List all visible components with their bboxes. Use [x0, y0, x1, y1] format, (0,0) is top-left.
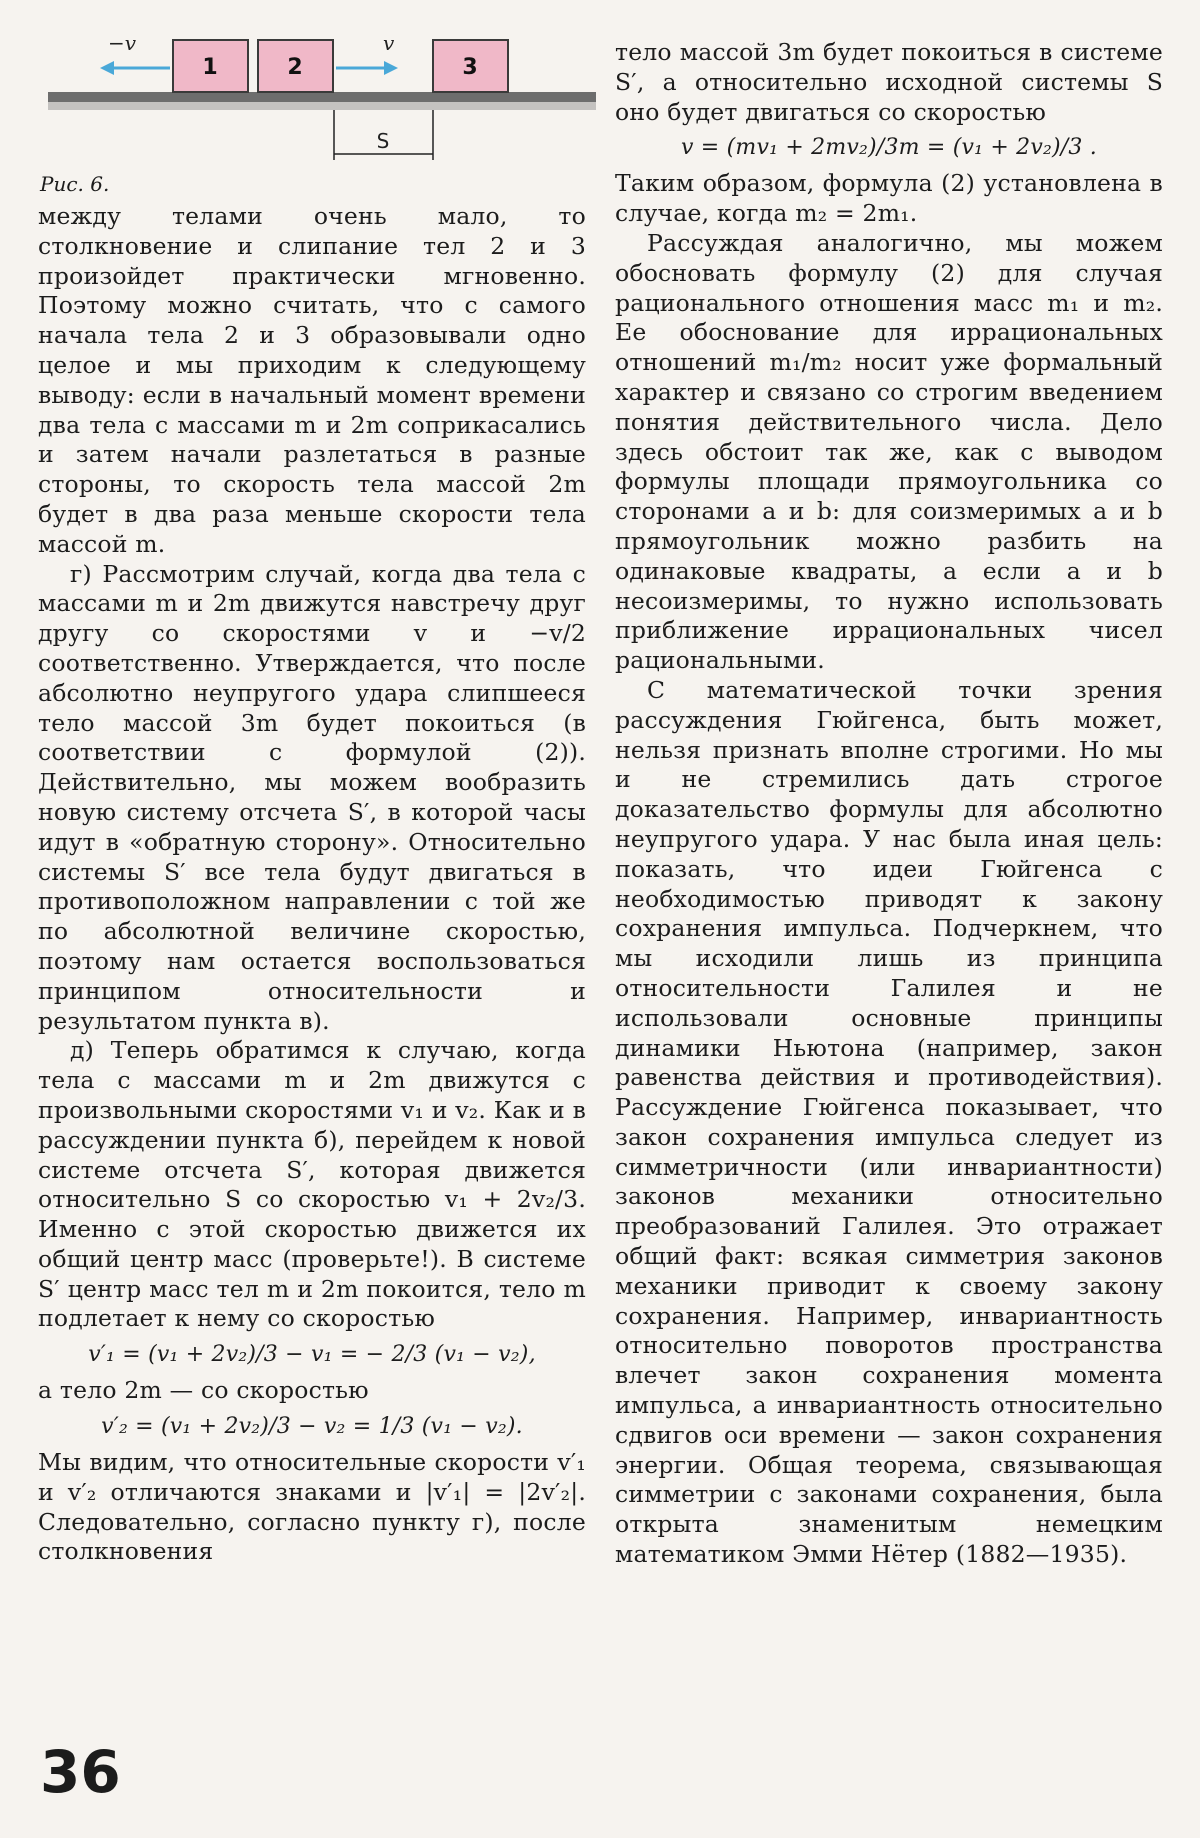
- left-paragraph-4: а тело 2m — со скоростью: [38, 1376, 369, 1405]
- formula-v-combined: v = (mv₁ + 2mv₂)/3m = (v₁ + 2v₂)/3 .: [680, 135, 1097, 161]
- right-paragraph-3: Рассуждая аналогично, мы можем обосновать формулу (2) для случая рационального отношения масс m₁ и m₂. Ее обоснование для иррациональных отношений m₁/m₂ носит уже формальный характер и связано со строгим введением понятия действительного числа. Дело здесь обстоит так же, как с выводом формулы площади прямоугольника со сторонами a и b: для соизмеримых a и b прямоугольник можно разбить на одинаковые квадраты, а если a и b несоизмеримы, то нужно использовать приближение иррациональных чисел рациональными.: [615, 228, 1163, 675]
- distance-label: S: [376, 129, 390, 153]
- arrow-left-velocity: [100, 61, 170, 75]
- box-3-label: 3: [462, 55, 478, 80]
- velocity-right-label: v: [383, 31, 395, 55]
- box-2: [258, 40, 333, 92]
- velocity-left-label: −v: [108, 31, 137, 55]
- right-paragraph-1: тело массой 3m будет покоиться в системе S′, а относительно исходной системы S оно будет двигаться со скоростью: [615, 38, 1163, 126]
- box-1: [173, 40, 248, 92]
- arrow-right-velocity: [336, 61, 398, 75]
- floor-surface: [48, 92, 596, 102]
- formula-v1-prime: v′₁ = (v₁ + 2v₂)/3 − v₁ = − 2/3 (v₁ − v₂),: [88, 1342, 536, 1368]
- left-column: [38, 202, 586, 1567]
- box-1-label: 1: [202, 55, 218, 80]
- right-paragraph-4: С математической точки зрения рассуждения Гюйгенса, быть может, нельзя признать вполне строгими. Но мы и не стремились дать строгое доказательство формулы для абсолютно неупругого удара. У нас была иная цель: показать, что идеи Гюйгенса с необходимостью приводят к закону сохранения импульса. Подчеркнем, что мы исходили лишь из принципа относительности Галилея и не использовали основные принципы динамики Ньютона (например, закон равенства действия и противодействия). Рассуждение Гюйгенса показывает, что закон сохранения импульса следует из симметричности (или инвариантности) законов механики относительно преобразований Галилея. Это отражает общий факт: всякая симметрия законов механики приводит к своему закону сохранения. Например, инвариантность относительно поворотов пространства влечет закон сохранения момента импульса, а инвариантность относительно сдвигов оси времени — закон сохранения энергии. Общая теорема, связывающая симметрии с законами сохранения, была открыта знаменитым немецким математиком Эмми Нётер (1882—1935).: [615, 675, 1163, 1569]
- floor-shadow: [48, 102, 596, 110]
- right-paragraph-2: Таким образом, формула (2) установлена в случае, когда m₂ = 2m₁.: [615, 169, 1163, 228]
- left-paragraph-3: д) Теперь обратимся к случаю, когда тела с массами m и 2m движутся с произвольными скоростями v₁ и v₂. Как и в рассуждении пункта б), перейдем к новой системе отсчета S′, которая движется относительно S со скоростью v₁ + 2v₂/3. Именно с этой скоростью движется их общий центр масс (проверьте!). В системе S′ центр масс тел m и 2m покоится, тело m подлетает к нему со скоростью: [38, 1036, 586, 1333]
- left-paragraph-1: между телами очень мало, то столкновение и слипание тел 2 и 3 произойдет практически мгновенно. Поэтому можно считать, что с самого начала тела 2 и 3 образовывали одно целое и мы приходим к следующему выводу: если в начальный момент времени два тела с массами m и 2m соприкасались и затем начали разлетаться в разные стороны, то скорость тела массой 2m будет в два раза меньше скорости тела массой m.: [38, 202, 586, 558]
- left-paragraph-2: г) Рассмотрим случай, когда два тела с массами m и 2m движутся навстречу друг другу со скоростями v и −v/2 соответственно. Утверждается, что после абсолютно неупругого удара слипшееся тело массой 3m будет покоиться (в соответствии с формулой (2)). Действительно, мы можем вообразить новую систему отсчета S′, в которой часы идут в «обратную сторону». Относительно системы S′ все тела будут двигаться в противоположном направлении с той же по абсолютной величине скоростью, поэтому нам остается воспользоваться принципом относительности и результатом пункта в).: [38, 559, 586, 1035]
- right-column: [615, 38, 1163, 1570]
- figure-6-diagram: [38, 30, 598, 200]
- figure-caption: Рис. 6.: [40, 172, 110, 196]
- page-number: 36: [40, 1738, 121, 1806]
- box-3: [433, 40, 508, 92]
- figure-6: [38, 30, 598, 200]
- left-paragraph-5: Мы видим, что относительные скорости v′₁ и v′₂ отличаются знаками и |v′₁| = |2v′₂|. Следовательно, согласно пункту г), после столкновения: [38, 1448, 586, 1566]
- box-2-label: 2: [287, 55, 303, 80]
- formula-v2-prime: v′₂ = (v₁ + 2v₂)/3 − v₂ = 1/3 (v₁ − v₂).: [101, 1414, 523, 1440]
